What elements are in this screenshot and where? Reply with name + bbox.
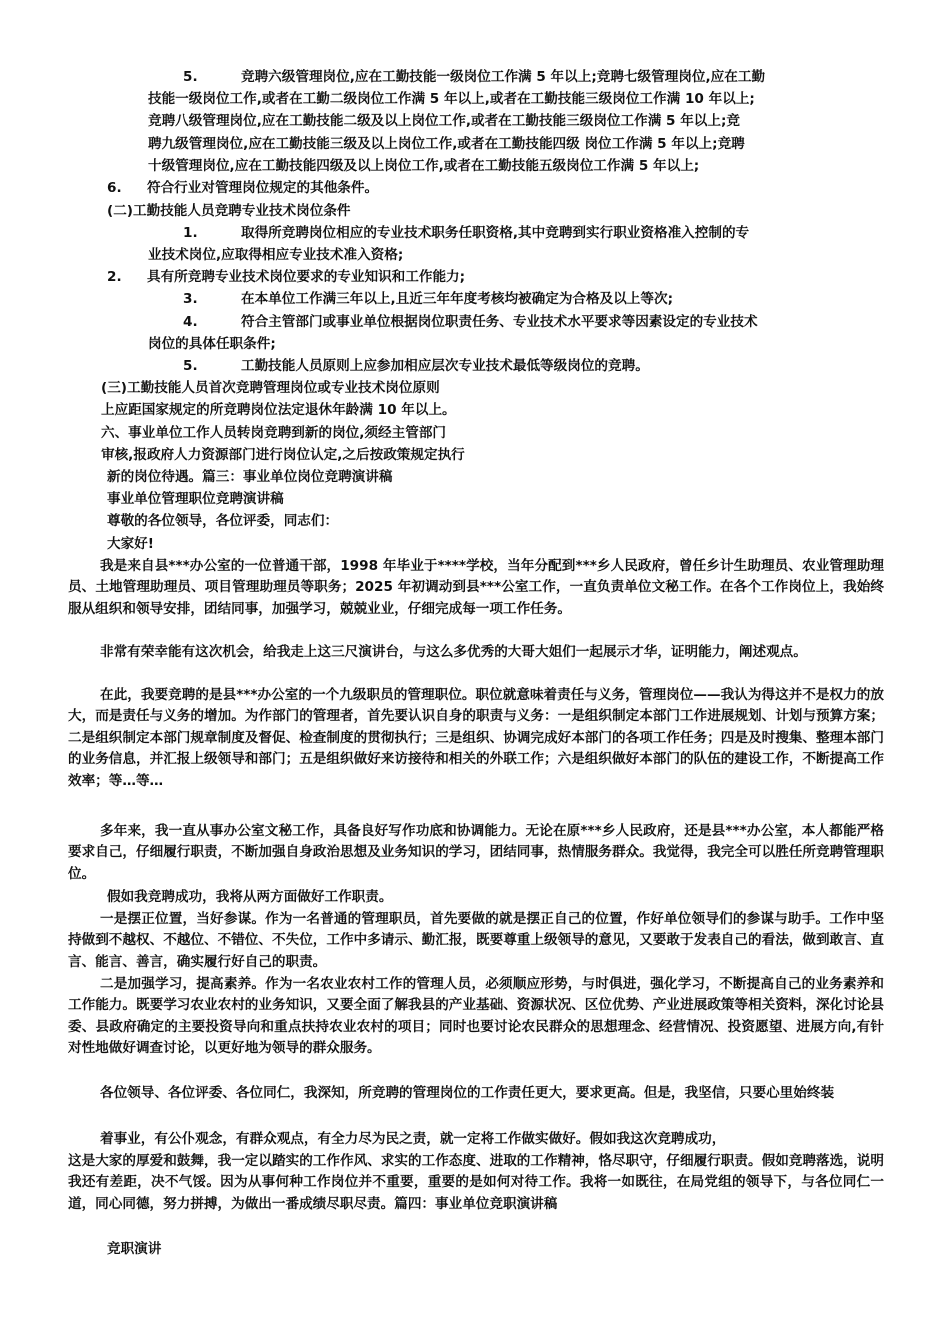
section-2-heading: (二)工勤技能人员竞聘专业技术岗位条件 bbox=[107, 203, 351, 219]
speech-paragraph-2: 非常有荣幸能有这次机会，给我走上这三尺演讲台，与这么多优秀的大哥大姐们一起展示才华，证明能力，阐述观点。 bbox=[100, 644, 807, 660]
speech-paragraph-10: 竞职演讲 bbox=[107, 1241, 162, 1257]
speech-paragraph-8: 各位领导、各位评委、各位同仁，我深知，所竞聘的管理岗位的工作责任更大，要求更高。但是，我坚信，只要心里始终装 bbox=[100, 1085, 835, 1101]
item-number: 5. bbox=[183, 358, 198, 374]
item-5-line-5: 十级管理岗位,应在工勤技能四级及以上岗位工作,或者在工勤技能五级岗位工作满 5 年以上; bbox=[148, 158, 700, 174]
speech-paragraph-6: 一是摆正位置，当好参谋。作为一名普通的管理职员，首先要做的就是摆正自己的位置，作好单位领导们的参谋与助手。工作中坚持做到不越权、不越位、不错位、不失位，工作中多请示、勤汇报，既要尊重上级领导的意见，又要敢于发表自己的看法，做到敢言、直言、能言、善言，确实履行好自己的职责。 bbox=[68, 911, 884, 970]
speech-paragraph-9: 这是大家的厚爱和鼓舞，我一定以踏实的工作作风、求实的工作态度、进取的工作精神，恪尽职守，仔细履行职责。假如竞聘落选，说明我还有差距，决不气馁。因为从事何种工作岗位并不重要，重要的是如何对待工作。我将一如既往，在局党组的领导下，与各位同仁一道，同心同德，努力拼搏，为做出一番成绩尽职尽责。篇四：事业单位竞职演讲稿 bbox=[68, 1153, 884, 1212]
section-2-item-1-line-2: 业技术岗位,应取得相应专业技术准入资格; bbox=[148, 247, 404, 263]
section-2-item-5: 5. 工勤技能人员原则上应参加相应层次专业技术最低等级岗位的竞聘。 bbox=[183, 356, 649, 377]
section-3-line-2: 上应距国家规定的所竞聘岗位法定退休年龄满 10 年以上。 bbox=[101, 402, 456, 418]
item-5-line-3: 竞聘八级管理岗位,应在工勤技能二级及以上岗位工作,或者在工勤技能三级岗位工作满 5 年以上;竞 bbox=[148, 113, 741, 129]
speech-paragraph-3: 在此，我要竞聘的是县***办公室的一个九级职员的管理职位。职位就意味着责任与义务，管理岗位——我认为得这并不是权力的放大，而是责任与义务的增加。为作部门的管理者，首先要认识自身的职责与义务：一是组织制定本部门工作进展规划、计划与预算方案；二是组织制定本部门规章制度及督促、检查制度的贯彻执行；三是组织、协调完成好本部门的各项工作任务；四是及时搜集、整理本部门的业务信息，并汇报上级领导和部门；五是组织做好来访接待和相关的外联工作；六是组织做好本部门的队伍的建设工作，不断提高工作效率；等…等… bbox=[68, 687, 884, 789]
speech-paragraph-1: 我是来自县***办公室的一位普通干部，1998 年毕业于****学校，当年分配到***乡人民政府，曾任乡计生助理员、农业管理助理员、土地管理助理员、项目管理助理员等职务；2025 年初调动到县***公室工作，一直负责单位文秘工作。在各个工作岗位上，我始终服从组织和领导安排，团结同事，加强学习，兢兢业业，仔细完成每一项工作任务。 bbox=[68, 558, 884, 617]
item-5-line-2: 技能一级岗位工作,或者在工勤二级岗位工作满 5 年以上,或者在工勤技能三级岗位工作满 10 年以上; bbox=[148, 91, 755, 107]
section-3-heading: (三)工勤技能人员首次竞聘管理岗位或专业技术岗位原则 bbox=[101, 380, 440, 396]
item-5-line-4: 聘九级管理岗位,应在工勤技能三级及以上岗位工作,或者在工勤技能四级 岗位工作满 5 年以上;竞聘 bbox=[148, 136, 745, 152]
speech-paragraph-4: 多年来，我一直从事办公室文秘工作，具备良好写作功底和协调能力。无论在原***乡人民政府，还是县***办公室，本人都能严格要求自己，仔细履行职责，不断加强自身政治思想及业务知识的学习，团结同事，热情服务群众。我觉得，我完全可以胜任所竞聘管理职位。 bbox=[68, 823, 884, 882]
item-number: 5. bbox=[183, 69, 198, 85]
speech-paragraph-5: 假如我竞聘成功，我将从两方面做好工作职责。 bbox=[107, 889, 393, 905]
speech-paragraph-9-line-1: 着事业，有公仆观念，有群众观点，有全力尽为民之责，就一定将工作做实做好。假如我这次竞聘成功， bbox=[100, 1131, 726, 1147]
item-number: 6. bbox=[107, 180, 122, 196]
item-5-line-1: 5. 竞聘六级管理岗位,应在工勤技能一级岗位工作满 5 年以上;竞聘七级管理岗位,应在工勤 bbox=[183, 67, 765, 88]
item-number: 4. bbox=[183, 314, 198, 330]
section-2-item-2: 2. 具有所竞聘专业技术岗位要求的专业知识和工作能力; bbox=[107, 267, 465, 288]
item-number: 3. bbox=[183, 291, 198, 307]
item-number: 2. bbox=[107, 269, 122, 285]
section-2-item-4-line-2: 岗位的具体任职条件; bbox=[148, 336, 276, 352]
speech-paragraph-7: 二是加强学习，提高素养。作为一名农业农村工作的管理人员，必须顺应形势，与时俱进，强化学习，不断提高自己的业务素养和工作能力。既要学习农业农村的业务知识，又要全面了解我县的产业基础、资源状况、区位优势、产业进展政策等相关资料，深化讨论县委、县政府确定的主要投资导向和重点扶持农业农村的项目；同时也要讨论农民群众的思想理念、经营情况、投资愿望、进展方向,有针对性地做好调查讨论，以更好地为领导的群众服务。 bbox=[68, 976, 884, 1057]
speech-greeting: 尊敬的各位领导，各位评委，同志们： bbox=[107, 513, 339, 529]
speech-title: 事业单位管理职位竞聘演讲稿 bbox=[107, 491, 284, 507]
item-number: 1. bbox=[183, 225, 198, 241]
section-2-item-3: 3. 在本单位工作满三年以上,且近三年年度考核均被确定为合格及以上等次; bbox=[183, 289, 673, 310]
section-6-line-2: 审核,报政府人力资源部门进行岗位认定,之后按政策规定执行 bbox=[101, 447, 465, 463]
section-6-line-3: 新的岗位待遇。篇三：事业单位岗位竞聘演讲稿 bbox=[107, 469, 393, 485]
section-6-line-1: 六、事业单位工作人员转岗竞聘到新的岗位,须经主管部门 bbox=[101, 425, 447, 441]
item-6: 6. 符合行业对管理岗位规定的其他条件。 bbox=[107, 178, 378, 199]
section-2-item-1-line-1: 1. 取得所竞聘岗位相应的专业技术职务任职资格,其中竞聘到实行职业资格准入控制的专 bbox=[183, 223, 749, 244]
section-2-item-4-line-1: 4. 符合主管部门或事业单位根据岗位职责任务、专业技术水平要求等因素设定的专业技术 bbox=[183, 312, 758, 333]
speech-hello: 大家好! bbox=[107, 536, 154, 552]
